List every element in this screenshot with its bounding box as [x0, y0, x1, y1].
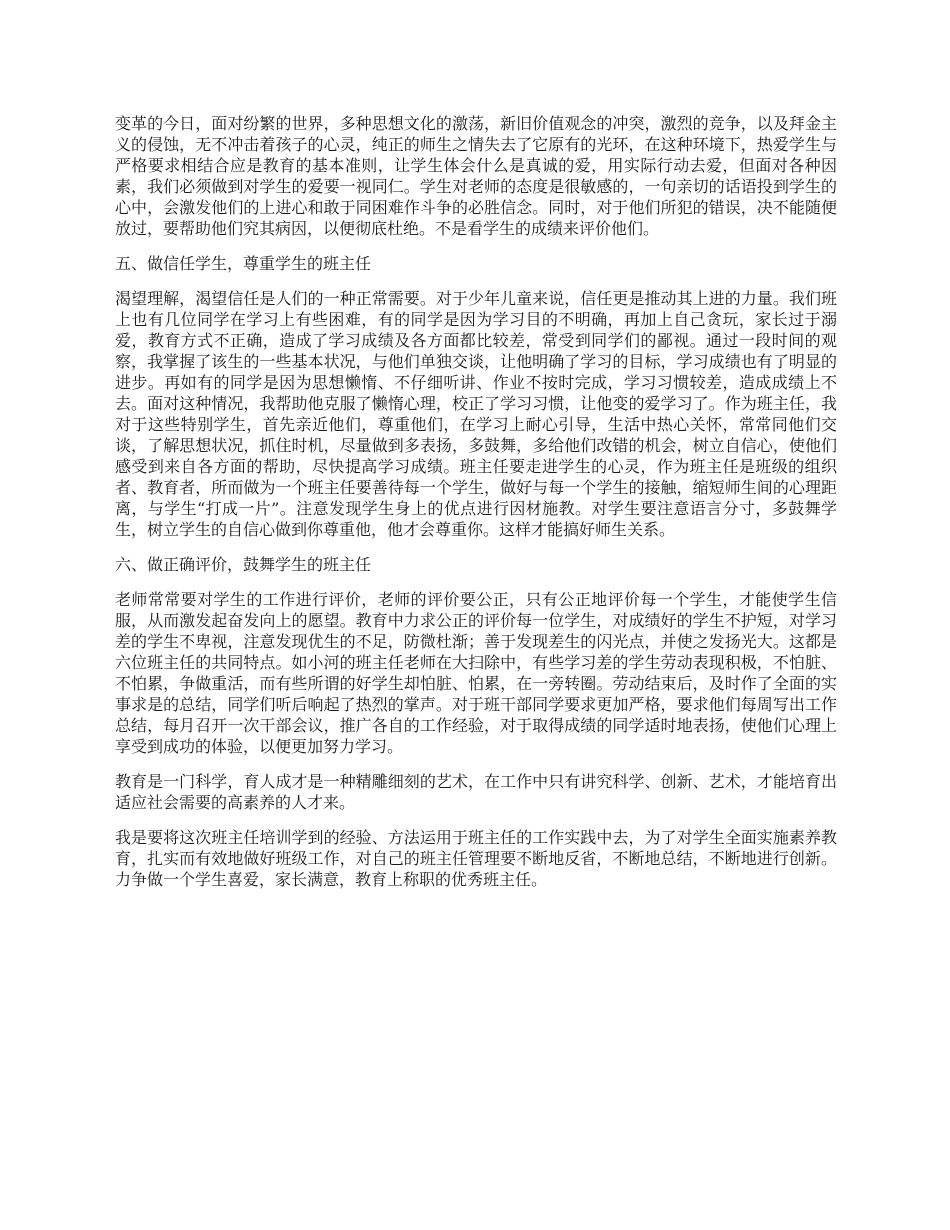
paragraph-trust-students: 渴望理解，渴望信任是人们的一种正常需要。对于少年儿童来说，信任更是推动其上进的力量。我们班上也有几位同学在学习上有些困难，有的同学是因为学习目的不明确，再加上自己贪玩，家长过于溺爱，教育方式不正确，造成了学习成绩及各方面都比较差，常受到同学们的鄙视。通过一段时间的观察，我掌握了该生的一些基本状况，与他们单独交谈，让他明确了学习的目标，学习成绩也有了明显的进步。再如有的同学是因为思想懒惰、不仔细听讲、作业不按时完成，学习习惯较差，造成成绩上不去。面对这种情况，我帮助他克服了懒惰心理，校正了学习习惯，让他变的爱学习了。作为班主任，我对于这些特别学生，首先亲近他们，尊重他们，在学习上耐心引导，生活中热心关怀，常常同他们交谈，了解思想状况，抓住时机，尽量做到多表扬，多鼓舞，多给他们改错的机会，树立自信心，使他们感受到来自各方面的帮助，尽快提高学习成绩。班主任要走进学生的心灵，作为班主任是班级的组织者、教育者，所而做为一个班主任要善待每一个学生，做好与每一个学生的接触，缩短师生间的心理距离，与学生“打成一片”。注意发现学生身上的优点进行因材施教。对学生要注意语言分寸，多鼓舞学生，树立学生的自信心做到你尊重他，他才会尊重你。这样才能搞好师生关系。 [115, 289, 837, 539]
paragraph-education-science: 教育是一门科学，育人成才是一种精雕细刻的艺术，在工作中只有讲究科学、创新、艺术，才能培育出适应社会需要的高素养的人才来。 [115, 772, 837, 812]
paragraph-fair-evaluation: 老师常常要对学生的工作进行评价，老师的评价要公正，只有公正地评价每一个学生，才能使学生信服，从而激发起奋发向上的愿望。教育中力求公正的评价每一位学生，对成绩好的学生不护短，对学习差的学生不卑视，注意发现优生的不足，防微杜渐；善于发现差生的闪光点，并使之发扬光大。这都是六位班主任的共同特点。如小河的班主任老师在大扫除中，有些学习差的学生劳动表现积极，不怕脏、不怕累，争做重活，而有些所谓的好学生却怕脏、怕累，在一旁转圈。劳动结束后，及时作了全面的实事求是的总结，同学们听后响起了热烈的掌声。对于班干部同学要求更加严格，要求他们每周写出工作总结，每月召开一次干部会议，推广各自的工作经验，对于取得成绩的同学适时地表扬，使他们心理上享受到成功的体验，以便更加努力学习。 [115, 590, 837, 756]
section-heading-trust: 五、做信任学生，尊重学生的班主任 [115, 254, 372, 273]
paragraph-conclusion: 我是要将这次班主任培训学到的经验、方法运用于班主任的工作实践中去，为了对学生全面实施素养教育，扎实而有效地做好班级工作，对自己的班主任管理要不断地反省，不断地总结，不断地进行创新。力争做一个学生喜爱，家长满意，教育上称职的优秀班主任。 [115, 828, 837, 889]
section-heading-evaluation: 六、做正确评价，鼓舞学生的班主任 [115, 555, 372, 574]
paragraph-teacher-love: 变革的今日，面对纷繁的世界，多种思想文化的激荡，新旧价值观念的冲突，激烈的竞争，以及拜金主义的侵蚀，无不冲击着孩子的心灵，纯正的师生之情失去了它原有的光环，在这种环境下，热爱学生与严格要求相结合应是教育的基本准则，让学生体会什么是真诚的爱，用实际行动去爱，但面对各种因素，我们必须做到对学生的爱要一视同仁。学生对老师的态度是很敏感的，一句亲切的话语投到学生的心中，会激发他们的上进心和敢于同困难作斗争的必胜信念。同时，对于他们所犯的错误，决不能随便放过，要帮助他们究其病因，以便彻底杜绝。不是看学生的成绩来评价他们。 [115, 114, 837, 238]
document-page [115, 113, 837, 904]
